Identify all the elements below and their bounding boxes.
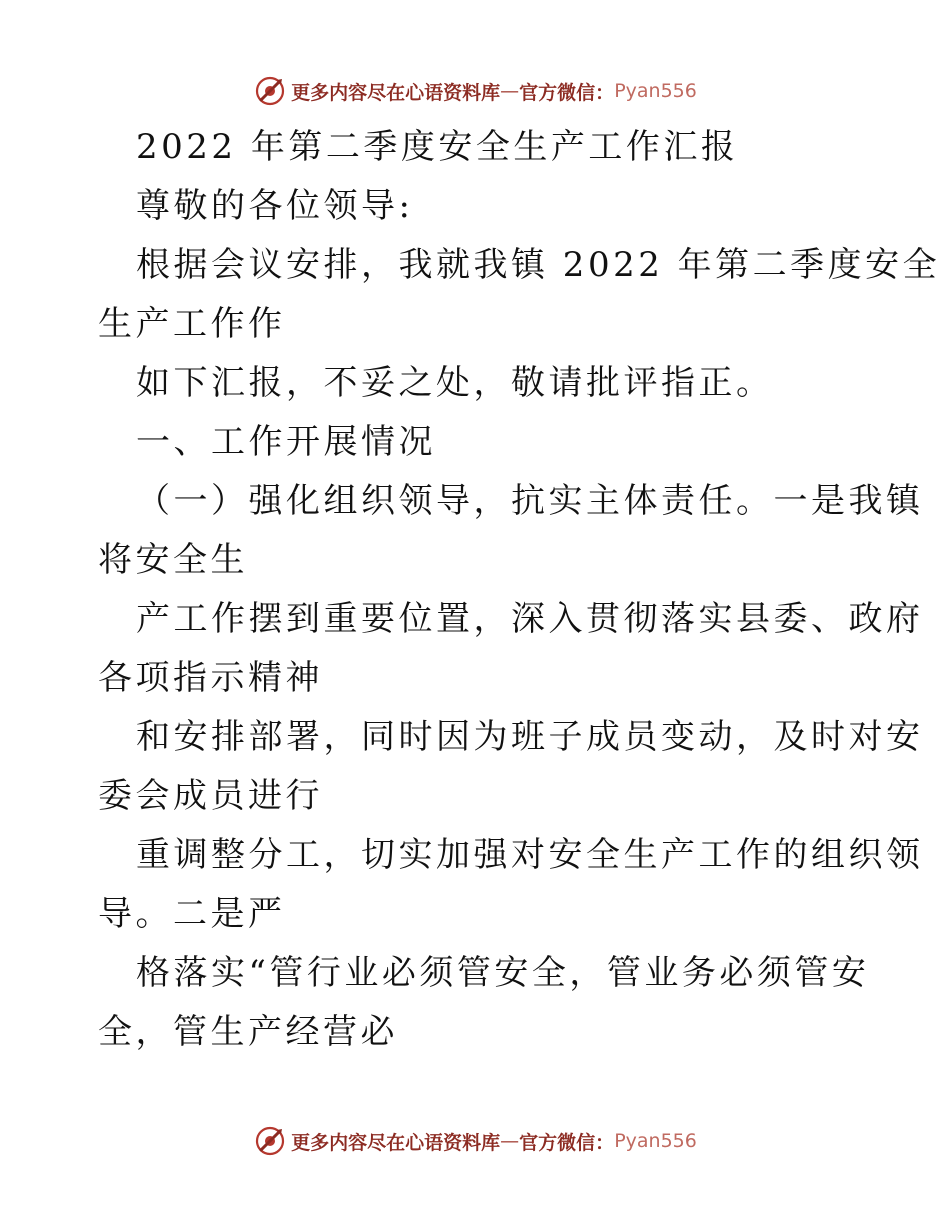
paragraph-line: 委会成员进行 xyxy=(98,776,323,816)
paragraph-line: 产工作摆到重要位置，深入贯彻落实县委、政府 xyxy=(136,599,924,639)
paragraph-line: 生产工作作 xyxy=(98,304,286,344)
pen-logo-icon xyxy=(253,74,287,108)
header-banner xyxy=(0,71,950,111)
banner-dash: — xyxy=(500,1130,520,1152)
paragraph-line: 如下汇报，不妥之处，敬请批评指正。 xyxy=(136,363,774,403)
banner-wechat-id: Pyan556 xyxy=(614,1130,697,1152)
paragraph-line: 格落实“管行业必须管安全，管业务必须管安 xyxy=(136,953,870,993)
salutation: 尊敬的各位领导: xyxy=(136,186,414,226)
footer-banner xyxy=(0,1121,950,1161)
paragraph-line: 根据会议安排，我就我镇 2022 年第二季度安全 xyxy=(136,245,941,285)
document-title: 2022 年第二季度安全生产工作汇报 xyxy=(136,127,739,167)
banner-title: 更多内容尽在心语资料库 xyxy=(291,1131,501,1154)
banner-wechat-label: 官方微信： xyxy=(519,1131,615,1154)
paragraph-line: 各项指示精神 xyxy=(98,658,323,698)
paragraph-line: 将安全生 xyxy=(98,540,248,580)
banner-title: 更多内容尽在心语资料库 xyxy=(291,81,501,104)
paragraph-line: 重调整分工，切实加强对安全生产工作的组织领 xyxy=(136,835,924,875)
banner-wechat-id: Pyan556 xyxy=(614,80,697,102)
paragraph-line: （一）强化组织领导，抗实主体责任。一是我镇 xyxy=(136,481,924,521)
section-heading: 一、工作开展情况 xyxy=(136,422,436,462)
banner-dash: — xyxy=(500,80,520,102)
banner-wechat-label: 官方微信： xyxy=(519,81,615,104)
paragraph-line: 导。二是严 xyxy=(98,894,286,934)
pen-logo-icon xyxy=(253,1124,287,1158)
paragraph-line: 全，管生产经营必 xyxy=(98,1012,398,1052)
paragraph-line: 和安排部署，同时因为班子成员变动，及时对安 xyxy=(136,717,924,757)
